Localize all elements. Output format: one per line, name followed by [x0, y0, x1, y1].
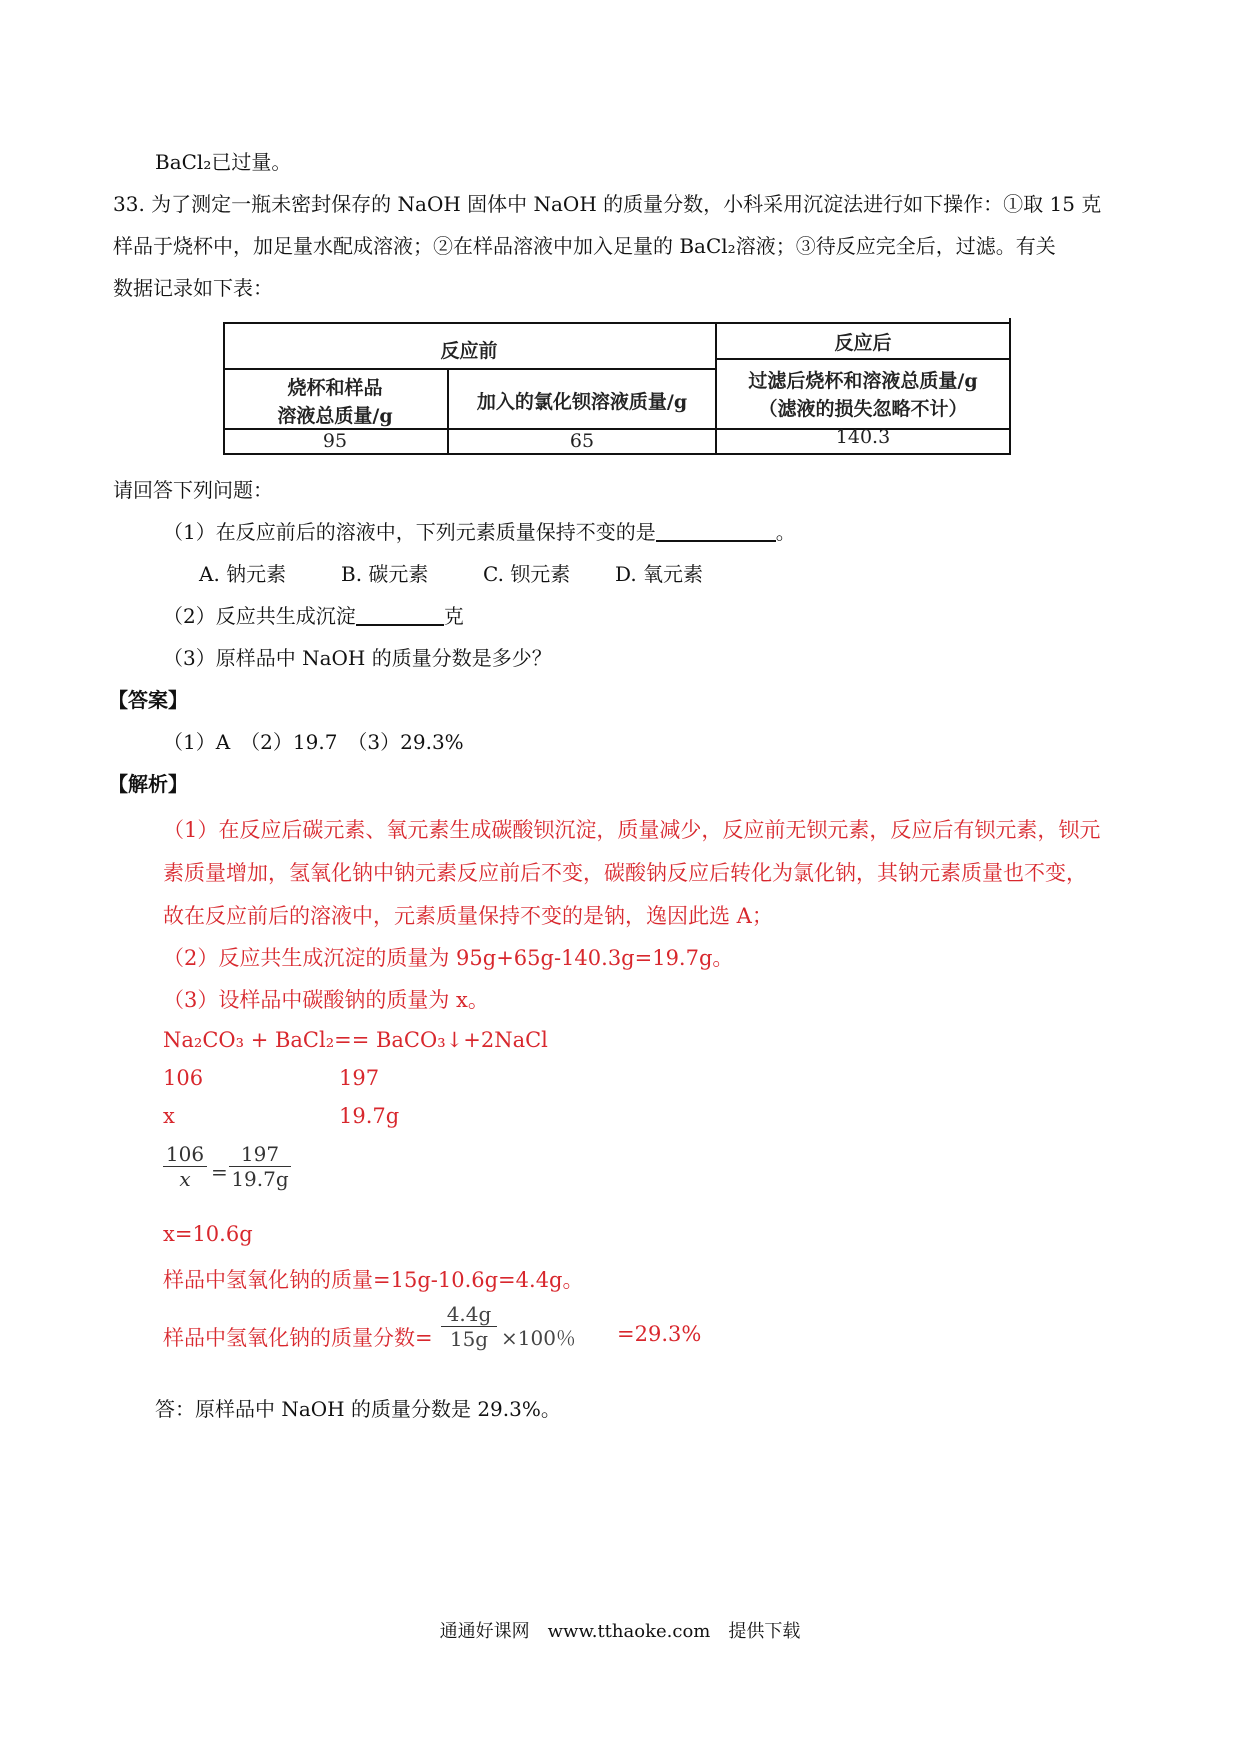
header-after: 反应后 — [834, 332, 892, 354]
sub-question-1 — [163, 518, 796, 546]
conclusion: 答：原样品中 NaOH 的质量分数是 29.3%。 — [155, 1397, 561, 1421]
data-table — [223, 318, 1011, 454]
option-a: A. 钠元素 — [199, 562, 287, 586]
analysis-p1-line3: 故在反应前后的溶液中，元素质量保持不变的是钠，逸因此选 A； — [163, 904, 773, 928]
value-cell-2: 65 — [569, 430, 595, 452]
sub-question-1-end: 。 — [775, 520, 796, 544]
answer-blank-1 — [656, 520, 776, 542]
mass-fraction-result: =29.3% — [617, 1322, 702, 1346]
prompt: 请回答下列问题： — [113, 478, 273, 502]
analysis-p1-line2: 素质量增加，氢氧化钠中钠元素反应前后不变，碳酸钠反应后转化为氯化钠，其钠元素质量也不变， — [163, 861, 1087, 885]
fraction-2-denominator: 19.7g — [231, 1167, 289, 1191]
times-100-percent: ×100％ — [501, 1326, 576, 1350]
value-cell-1: 95 — [322, 430, 348, 452]
sub-question-1-text: （1）在反应前后的溶液中，下列元素质量保持不变的是 — [163, 520, 656, 544]
fraction-106-over-x — [163, 1142, 207, 1191]
molar-mass-right: 197 — [339, 1066, 380, 1090]
question-line-3: 数据记录如下表： — [113, 276, 273, 300]
fraction-1-numerator: 106 — [165, 1142, 205, 1166]
fraction-2-numerator: 197 — [240, 1142, 280, 1166]
option-d: D. 氧元素 — [615, 562, 704, 586]
sub-question-2 — [163, 602, 464, 630]
chemical-equation: Na₂CO₃ + BaCl₂== BaCO₃↓+2NaCl — [163, 1028, 548, 1052]
answer-heading: 【答案】 — [108, 688, 188, 712]
analysis-p2: （2）反应共生成沉淀的质量为 95g+65g-140.3g=19.7g。 — [163, 946, 734, 970]
naoh-mass: 样品中氢氧化钠的质量=15g-10.6g=4.4g。 — [163, 1268, 584, 1292]
sub-question-2-end: 克 — [443, 604, 464, 628]
equals-sign: = — [211, 1160, 228, 1184]
sub-question-3: （3）原样品中 NaOH 的质量分数是多少？ — [163, 646, 552, 670]
intro-line: BaCl₂已过量。 — [155, 150, 292, 174]
analysis-p3: （3）设样品中碳酸钠的质量为 x。 — [163, 988, 489, 1012]
answer-blank-2 — [356, 604, 444, 626]
col3-header-line1: 过滤后烧杯和溶液总质量/g — [748, 370, 978, 392]
option-c: C. 钡元素 — [483, 562, 571, 586]
footer: 通通好课网 www.tthaoke.com 提供下载 — [439, 1621, 801, 1642]
analysis-p1-line1: （1）在反应后碳元素、氧元素生成碳酸钡沉淀，质量减少，反应前无钡元素，反应后有钡元素，钡元 — [163, 818, 1101, 842]
molar-mass-left: 106 — [163, 1066, 204, 1090]
col1-header-line2: 溶液总质量/g — [277, 405, 393, 427]
fraction-3-numerator: 4.4g — [446, 1302, 492, 1326]
col2-header: 加入的氯化钡溶液质量/g — [476, 391, 688, 413]
variable-right: 19.7g — [339, 1104, 400, 1128]
fraction-1-denominator: x — [179, 1167, 191, 1191]
fraction-3-denominator: 15g — [449, 1327, 489, 1351]
col1-header-line1: 烧杯和样品 — [287, 377, 383, 399]
analysis-heading: 【解析】 — [108, 772, 188, 796]
question-number: 33. — [113, 192, 145, 216]
option-b: B. 碳元素 — [341, 562, 429, 586]
variable-left: x — [163, 1104, 175, 1128]
question-text-1: 为了测定一瓶未密封保存的 NaOH 固体中 NaOH 的质量分数，小科采用沉淀法进行如下操作：①取 15 克 — [151, 192, 1102, 216]
mass-fraction-label: 样品中氢氧化钠的质量分数= — [163, 1326, 433, 1350]
x-result: x=10.6g — [163, 1222, 253, 1246]
answer-line: （1）A （2）19.7 （3）29.3% — [163, 730, 464, 754]
fraction-197-over-19.7g — [229, 1142, 291, 1191]
sub-question-2-text: （2）反应共生成沉淀 — [163, 604, 356, 628]
fraction-4.4g-over-15g — [441, 1302, 497, 1351]
col3-header-line2: （滤液的损失忽略不计） — [758, 398, 968, 420]
header-before: 反应前 — [440, 340, 498, 362]
question-line-2: 样品于烧杯中，加足量水配成溶液；②在样品溶液中加入足量的 BaCl₂溶液；③待反应完全后，过滤。有关 — [113, 234, 1056, 258]
question-line-1 — [113, 190, 1101, 218]
value-cell-3: 140.3 — [835, 426, 891, 448]
